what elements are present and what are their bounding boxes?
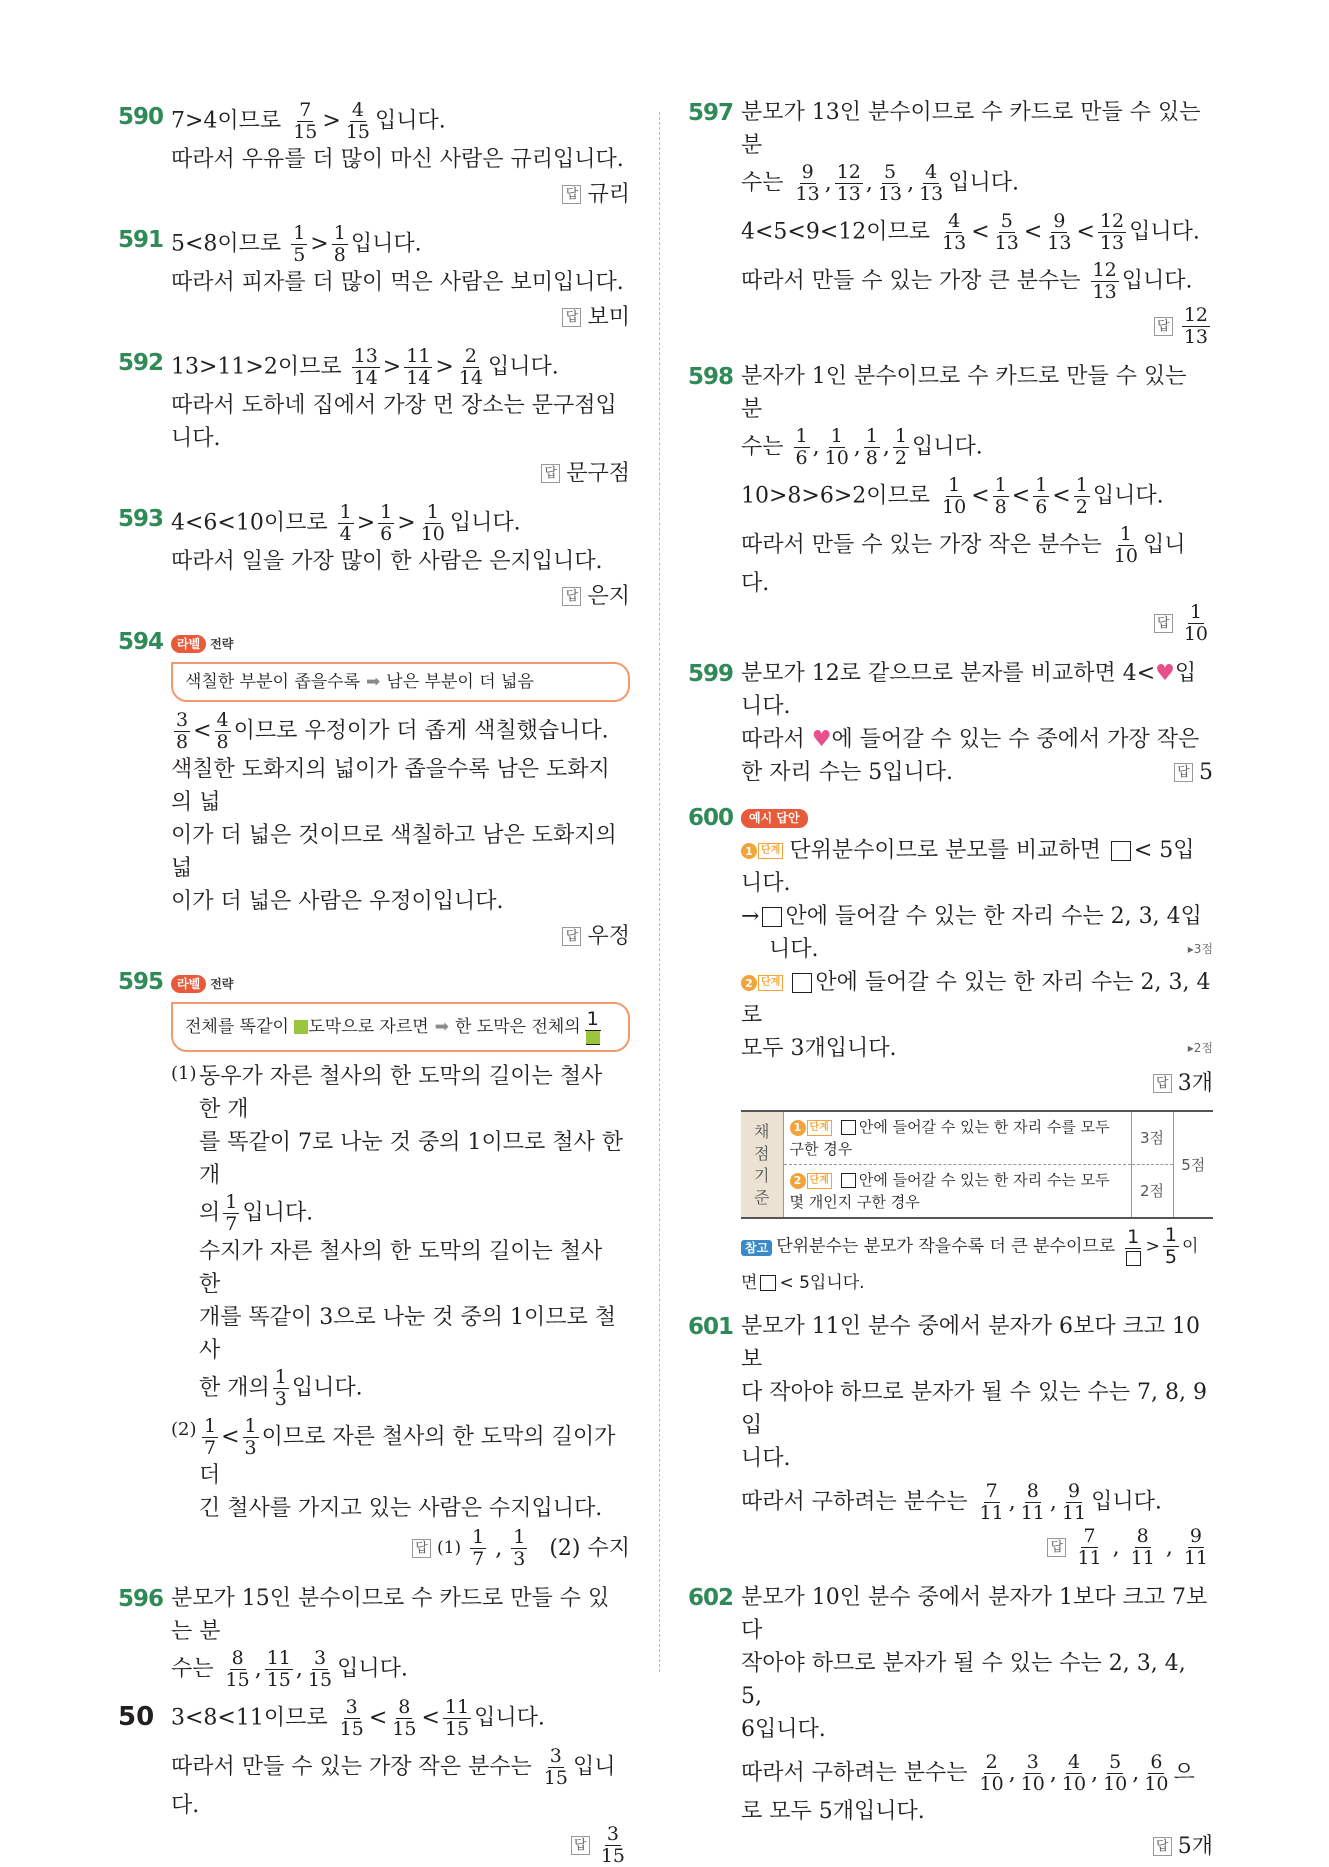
fraction: $\frac{9}{11}$ — [1183, 1525, 1208, 1569]
fraction: $\frac{1}{3}$ — [244, 1415, 257, 1459]
fraction: $\frac{12}{13}$ — [1183, 304, 1208, 348]
problem-number: 600 — [688, 805, 734, 831]
fraction: $\frac{12}{13}$ — [836, 161, 861, 205]
fraction: $\frac{11}{14}$ — [406, 345, 431, 389]
solution-line: 4<6<10이므로 $\frac{1}{4}$ > $\frac{1}{6}$ > $\frac{1}{10}$ 입니다. — [171, 501, 521, 545]
solution-line: 이가 더 넓은 것이므로 색칠하고 남은 도화지의 넓 — [171, 823, 617, 881]
scoring-table: 채점 기준 1 단계 안에 들어갈 수 있는 한 자리 수를 모두 구한 경우 3점 5점 2 단계 안에 들어갈 수 있는 한 자리 수는 모두 몇 개인지 구한 경우 2점 — [741, 1110, 1213, 1219]
answer-label-icon: 답 — [541, 464, 560, 483]
fraction: $\frac{9}{13}$ — [795, 161, 820, 205]
problem-602: 602 분모가 10인 분수 중에서 분자가 1보다 크고 7보다 작아야 하므로 분자가 될 수 있는 수는 2, 3, 4, 5, 6입니다. 따라서 구하려는 분수는 $\frac{2}{10}$ , $\frac{3}{10}$ , $\frac{4}{10}$ , $\frac{5}{10}$ , $\frac{6}{10}$ 으 로 모두 5개입니다. 답 5개 — [688, 1581, 1213, 1863]
fraction: $\frac{1}{10}$ — [942, 474, 967, 518]
answer: 답 우정 — [171, 920, 630, 953]
fraction: $\frac{1}{2}$ — [1075, 474, 1088, 518]
answer: 답 보미 — [171, 301, 630, 334]
step-2-icon: 2 단계 — [790, 1173, 832, 1189]
fraction: $\frac{1}{5}$ — [1164, 1224, 1177, 1268]
fraction: $\frac{11}{15}$ — [266, 1647, 291, 1691]
step-1-icon: 1 단계 — [741, 843, 783, 859]
answer-label-icon: 답 — [562, 587, 581, 606]
fraction: $\frac{1}{4}$ — [339, 501, 352, 545]
fraction: $\frac{4}{15}$ — [345, 99, 370, 143]
answer — [741, 305, 1213, 348]
arrow-icon: ➡ — [434, 1017, 449, 1037]
problem-number: 599 — [688, 661, 734, 687]
fraction: $\frac{8}{15}$ — [225, 1647, 250, 1691]
blank-box — [1111, 841, 1131, 861]
solution-line: 따라서 피자를 더 많이 먹은 사람은 보미입니다. — [171, 270, 624, 295]
answer: 답 5 — [1174, 756, 1213, 789]
heart-icon: ♥ — [1155, 661, 1175, 686]
problem-number: 602 — [688, 1585, 734, 1611]
strategy-box: 전체를 똑같이 도막으로 자르면 ➡ 한 도막은 전체의 1 — [171, 1002, 630, 1052]
points: ▸2점 — [1187, 1041, 1213, 1055]
blank-box — [792, 973, 812, 993]
problem-597: 597 분모가 13인 분수이므로 수 카드로 만들 수 있는 분 수는 $\frac{9}{13}$ , $\frac{12}{13}$ , $\frac{5}{13}$ , $\frac{4}{13}$ 입니다. 4<5<9<12이므로 $\frac{4}{13}$ < $\frac{5}{13}$ < $\frac{9}{13}$ < $\frac{12}{13}$ 입니다. 따라서 만들 수 있는 가장 큰 분수는 $\frac{12}{13}$ 입니다. 답 $\frac{12}{13}$ — [688, 96, 1213, 348]
fraction: 1 — [584, 1009, 602, 1045]
heart-icon: ♥ — [811, 727, 832, 752]
fraction: $\frac{4}{10}$ — [1061, 1751, 1087, 1795]
fraction: $\frac{1}{3}$ — [274, 1366, 287, 1410]
fraction: $\frac{4}{13}$ — [942, 210, 967, 254]
fraction: $\frac{8}{11}$ — [1130, 1525, 1155, 1569]
answer: 답 (1) $\frac{1}{7}$ , $\frac{1}{3}$ (2) 수지 — [171, 1527, 630, 1570]
fraction: $\frac{1}{6}$ — [1035, 474, 1048, 518]
fraction: $\frac{1}{10}$ — [824, 425, 849, 469]
points: ▸3점 — [1187, 942, 1213, 956]
answer: 답 규리 — [171, 178, 630, 211]
fraction: 1 — [1124, 1227, 1143, 1266]
problem-598: 598 분자가 1인 분수이므로 수 카드로 만들 수 있는 분 수는 $\frac{1}{6}$ , $\frac{1}{10}$ , $\frac{1}{8}$ , $\frac{1}{2}$ 입니다. 10>8>6>2이므로 $\frac{1}{10}$ < $\frac{1}{8}$ < $\frac{1}{6}$ < $\frac{1}{2}$ 입니다. 따라서 만들 수 있는 가장 작은 분수는 $\frac{1}{10}$ 입니다. 답 $\frac{1}{10}$ — [688, 360, 1213, 645]
answer — [171, 1824, 630, 1867]
fraction: $\frac{6}{10}$ — [1144, 1751, 1169, 1795]
fraction: $\frac{1}{7}$ — [225, 1191, 238, 1235]
problem-599: 599 분모가 12로 같으므로 분자를 비교하면 4<♥입니다. 따라서 ♥에 들어갈 수 있는 수 중에서 가장 작은 한 자리 수는 5입니다. 답 5 — [688, 657, 1213, 789]
answer-label-icon: 답 — [412, 1539, 431, 1558]
problem-592 — [118, 346, 630, 490]
fraction: $\frac{13}{14}$ — [353, 345, 378, 389]
answer-label-icon: 답 — [1153, 1837, 1172, 1856]
solution-line: 따라서 우유를 더 많이 마신 사람은 규리입니다. — [171, 147, 624, 172]
solution-line: 5<8이므로 $\frac{1}{5}$ > $\frac{1}{8}$ 입니다. — [171, 222, 422, 266]
fraction: $\frac{7}{11}$ — [1077, 1525, 1102, 1569]
fraction: $\frac{1}{8}$ — [865, 425, 878, 469]
problem-601: 601 분모가 11인 분수 중에서 분자가 6보다 크고 10보 다 작아야 하므로 분자가 될 수 있는 수는 7, 8, 9입 니다. 따라서 구하려는 분수는 $\frac{7}{11}$ , $\frac{8}{11}$ , $\frac{9}{11}$ 입니다. 답 $\frac{7}{11}$ , $\frac{8}{11}$ , $\frac{9}{11}$ — [688, 1310, 1213, 1569]
fraction: $\frac{1}{6}$ — [795, 425, 808, 469]
fraction: $\frac{11}{15}$ — [444, 1696, 470, 1740]
fraction: $\frac{8}{11}$ — [1020, 1480, 1045, 1524]
problem-600: 600 예시 답안 1 단계 단위분수이므로 분모를 비교하면 < 5입 니다. → 안에 들어갈 수 있는 한 자리 수는 2, 3, 4입 니다. ▸3점 2 단계 안에 들어갈 수 있는 한 자리 수는 2, 3, 4로 모두 3개입니다. ▸2점 답 3개 채점 기준 1 단계 안에 들어갈 수 있는 한 자리 수를 모두 구한 경우 3점 5점 2 단계 안에 들어갈 수 있는 한 자리 수는 모두 몇 개인지 구한 경우 2점 참고 단위분수는 분모가 작을수록 더 큰 분수이므로 1 > $\frac{1}{5}$ 이 면 < 5입니다. — [688, 801, 1213, 1298]
problem-number: 601 — [688, 1314, 734, 1340]
solution-line: 13>11>2이므로 $\frac{13}{14}$ > $\frac{11}{14}$ > $\frac{2}{14}$ 입니다. — [171, 345, 559, 389]
problem-595 — [118, 965, 630, 1570]
answer-label-icon: 답 — [571, 1836, 590, 1855]
fraction: $\frac{5}{13}$ — [877, 161, 903, 205]
problem-number: 597 — [688, 100, 734, 126]
fraction: $\frac{3}{10}$ — [1020, 1751, 1045, 1795]
fraction: $\frac{9}{13}$ — [1047, 210, 1072, 254]
answer: 답 은지 — [171, 580, 630, 613]
answer-label-icon: 답 — [1153, 1074, 1172, 1093]
fraction: $\frac{1}{7}$ — [472, 1526, 485, 1570]
fraction: $\frac{1}{6}$ — [380, 501, 393, 545]
answer: 답 5개 — [741, 1830, 1213, 1863]
step-1-icon: 1 단계 — [790, 1120, 832, 1136]
fraction: $\frac{3}{8}$ — [176, 709, 189, 753]
solution-line: 이가 더 넓은 사람은 우정이입니다. — [171, 889, 504, 914]
column-divider — [659, 112, 660, 1672]
fraction: $\frac{1}{7}$ — [204, 1415, 217, 1459]
fraction: $\frac{1}{3}$ — [513, 1526, 526, 1570]
answer: 답 3개 — [741, 1067, 1213, 1100]
fraction: $\frac{5}{13}$ — [994, 210, 1019, 254]
scoring-header: 채점 기준 — [741, 1111, 783, 1218]
fraction: $\frac{1}{10}$ — [1113, 523, 1138, 567]
fraction: $\frac{4}{13}$ — [919, 161, 944, 205]
solution-line: $\frac{3}{8}$ < $\frac{4}{8}$ 이므로 우정이가 더 좁게 색칠했습니다. — [176, 709, 609, 753]
blank-box — [762, 907, 782, 927]
blank-box — [841, 1120, 856, 1135]
problem-596: 596 분모가 15인 분수이므로 수 카드로 만들 수 있는 분 수는 $\frac{8}{15}$ , $\frac{11}{15}$ , $\frac{3}{15}$ 입니다. 3<8<11이므로 $\frac{3}{15}$ < $\frac{8}{15}$ < $\frac{11}{15}$ 입니다. 따라서 만들 수 있는 가장 작은 분수는 $\frac{3}{15}$ 입니다. 답 $\frac{3}{15}$ — [118, 1582, 630, 1867]
answer-label-icon: 답 — [562, 185, 581, 204]
problem-number: 598 — [688, 364, 734, 390]
fraction: $\frac{1}{2}$ — [894, 425, 907, 469]
problem-593 — [118, 502, 630, 613]
problem-number: 590 — [118, 104, 164, 130]
strategy-box: 색칠한 부분이 좁을수록 ➡ 남은 부분이 더 넓음 — [171, 662, 630, 702]
green-square-icon — [294, 1020, 308, 1034]
arrow-icon: ➡ — [366, 672, 381, 692]
fraction: $\frac{7}{15}$ — [293, 99, 318, 143]
sub-solution-2: (2) $\frac{1}{7}$ < $\frac{1}{3}$ 이므로 자른 철사의 한 도막의 길이가 더 긴 철사를 가지고 있는 사람은 수지입니다. — [171, 1415, 616, 1521]
answer-label-icon: 답 — [1154, 614, 1173, 633]
fraction: $\frac{1}{8}$ — [333, 222, 346, 266]
problem-590 — [118, 100, 630, 211]
green-square-icon — [586, 1031, 600, 1045]
fraction: $\frac{4}{8}$ — [216, 709, 229, 753]
fraction: $\frac{1}{10}$ — [420, 501, 445, 545]
sub-solution-1: (1) 동우가 자른 철사의 한 도막의 길이는 철사 한 개 를 똑같이 7로 나눈 것 중의 1이므로 철사 한 개 의 $\frac{1}{7}$ 입니다. 수지가 자른 철사의 한 도막의 길이는 철사 한 개를 똑같이 3으로 나눈 것 중의 1이므로 철사 한 개의 $\frac{1}{3}$ 입니다. — [171, 1063, 623, 1410]
fraction: $\frac{3}{15}$ — [339, 1696, 364, 1740]
strategy-tag: 라벨 전략 — [171, 635, 233, 653]
solution-line: 따라서 일을 가장 많이 한 사람은 은지입니다. — [171, 549, 603, 574]
problem-number: 595 — [118, 969, 164, 995]
fraction: $\frac{7}{11}$ — [979, 1480, 1004, 1524]
answer-label-icon: 답 — [1047, 1538, 1066, 1557]
blank-box — [841, 1173, 856, 1188]
problem-number: 593 — [118, 506, 164, 532]
answer-label-icon: 답 — [562, 927, 581, 946]
right-column — [688, 96, 1213, 1863]
fraction: $\frac{5}{10}$ — [1103, 1751, 1128, 1795]
problem-594 — [118, 625, 630, 953]
answer — [741, 602, 1213, 645]
reference-note: 참고 단위분수는 분모가 작을수록 더 큰 분수이므로 1 > $\frac{1}{5}$ 이 면 < 5입니다. — [741, 1224, 1199, 1293]
fraction: $\frac{8}{15}$ — [392, 1696, 417, 1740]
fraction: $\frac{1}{10}$ — [1183, 601, 1208, 645]
blank-box — [760, 1275, 776, 1291]
fraction: $\frac{2}{10}$ — [979, 1751, 1004, 1795]
solution-line: 7>4이므로 $\frac{7}{15}$ > $\frac{4}{15}$ 입니다. — [171, 99, 446, 143]
page-number: 50 — [118, 1702, 155, 1732]
answer-label-icon: 답 — [562, 308, 581, 327]
fraction: $\frac{12}{13}$ — [1099, 210, 1125, 254]
step-2-icon: 2 단계 — [741, 975, 783, 991]
problem-number: 591 — [118, 227, 164, 253]
fraction: $\frac{3}{15}$ — [600, 1823, 625, 1867]
fraction: $\frac{1}{8}$ — [994, 474, 1007, 518]
fraction: $\frac{3}{15}$ — [307, 1647, 333, 1691]
problem-number: 592 — [118, 350, 164, 376]
solution-line: 따라서 도하네 집에서 가장 먼 장소는 문구점입니다. — [171, 393, 617, 451]
answer-label-icon: 답 — [1174, 763, 1193, 782]
fraction: $\frac{12}{13}$ — [1092, 259, 1117, 303]
fraction: $\frac{1}{5}$ — [293, 222, 306, 266]
example-answer-tag: 예시 답안 — [741, 809, 808, 828]
answer: 답 $\frac{7}{11}$ , $\frac{8}{11}$ , $\frac{9}{11}$ — [741, 1526, 1213, 1569]
fraction: $\frac{9}{11}$ — [1061, 1480, 1087, 1524]
problem-number: 596 — [118, 1586, 164, 1612]
fraction: $\frac{3}{15}$ — [543, 1745, 568, 1789]
fraction: $\frac{2}{14}$ — [458, 345, 484, 389]
solution-line: 색칠한 도화지의 넓이가 좁을수록 남은 도화지의 넓 — [171, 757, 610, 815]
answer: 답 문구점 — [171, 457, 630, 490]
strategy-tag: 라벨 전략 — [171, 975, 233, 993]
problem-number: 594 — [118, 629, 164, 655]
problem-591 — [118, 223, 630, 334]
answer-label-icon: 답 — [1154, 317, 1173, 336]
left-column — [118, 100, 630, 1867]
